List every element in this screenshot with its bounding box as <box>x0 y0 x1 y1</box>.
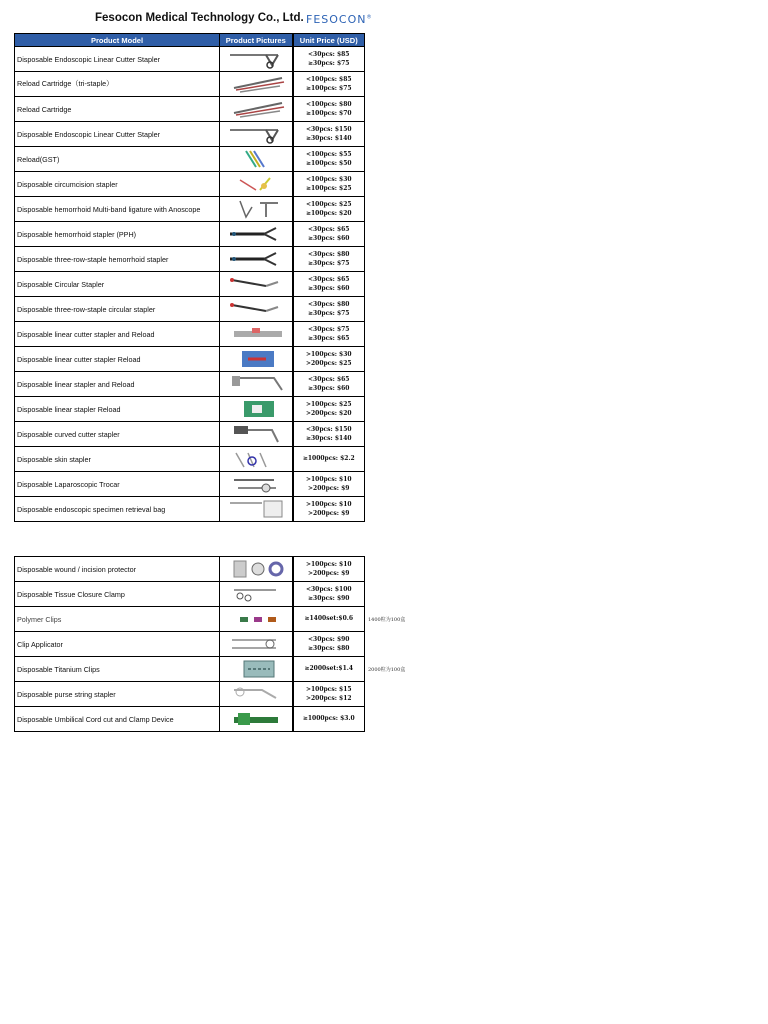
product-model: Disposable curved cutter stapler <box>15 422 220 447</box>
ligature-icon <box>226 197 286 221</box>
polymer-clips-icon <box>226 607 286 631</box>
product-picture <box>220 72 293 97</box>
table-row <box>15 607 425 632</box>
unit-price <box>293 297 365 322</box>
price-tier-2: ≥100pcs: $75 <box>305 85 352 92</box>
unit-price <box>293 147 365 172</box>
price-tier-1: <100pcs: $30 <box>305 175 352 183</box>
quantity-note <box>365 682 425 707</box>
table-row <box>15 397 365 422</box>
product-picture <box>220 347 293 372</box>
header-unit-price: Unit Price (USD) <box>293 34 365 47</box>
product-picture <box>220 607 293 632</box>
quantity-note: 1400粒为100盒 <box>368 616 406 623</box>
unit-price <box>293 657 365 682</box>
price-tier-1: <100pcs: $25 <box>305 200 352 208</box>
table-row <box>15 97 365 122</box>
table-row <box>15 172 365 197</box>
price-tier-1: >100pcs: $30 <box>305 350 352 358</box>
product-model: Disposable Endoscopic Linear Cutter Stapler <box>15 47 220 72</box>
unit-price <box>293 557 365 582</box>
price-tier-2: ≥100pcs: $50 <box>305 160 352 167</box>
company-logo: FESOCON® <box>306 13 373 26</box>
price-tier-2: ≥100pcs: $70 <box>305 110 352 117</box>
product-picture <box>220 632 293 657</box>
product-picture <box>220 47 293 72</box>
product-model: Disposable skin stapler <box>15 447 220 472</box>
unit-price <box>293 347 365 372</box>
table-row <box>15 72 365 97</box>
price-tier-1: <30pcs: $85 <box>308 50 350 58</box>
unit-price <box>293 497 365 522</box>
table-row <box>15 632 425 657</box>
purse-stapler-icon <box>226 682 286 706</box>
unit-price <box>293 707 365 732</box>
product-picture <box>220 247 293 272</box>
product-model: Disposable purse string stapler <box>15 682 220 707</box>
price-tier-2: >200pcs: $12 <box>305 695 352 702</box>
unit-price <box>293 122 365 147</box>
product-model: Disposable endoscopic specimen retrieval bag <box>15 497 220 522</box>
product-picture <box>220 497 293 522</box>
price-tier-1: >100pcs: $10 <box>305 560 352 568</box>
cartridge-icon <box>226 97 286 121</box>
circular-stapler-icon <box>226 272 286 296</box>
price-tier-2: ≥30pcs: $80 <box>308 645 350 652</box>
product-model: Disposable circumcision stapler <box>15 172 220 197</box>
product-model: Disposable Circular Stapler <box>15 272 220 297</box>
unit-price <box>293 172 365 197</box>
product-model: Reload(GST) <box>15 147 220 172</box>
product-model: Disposable linear cutter stapler Reload <box>15 347 220 372</box>
price-tier-2: >200pcs: $9 <box>308 570 350 577</box>
product-picture <box>220 272 293 297</box>
unit-price <box>293 397 365 422</box>
table-row <box>15 422 365 447</box>
company-title: Fesocon Medical Technology Co., Ltd. <box>95 12 304 24</box>
product-model: Disposable three-row-staple circular stapler <box>15 297 220 322</box>
table-row <box>15 47 365 72</box>
unit-price <box>293 322 365 347</box>
table-row <box>15 472 365 497</box>
reload-icon <box>226 147 286 171</box>
unit-price <box>293 272 365 297</box>
product-model: Disposable linear stapler Reload <box>15 397 220 422</box>
price-tier-1: <100pcs: $85 <box>305 75 352 83</box>
price-tier-2: ≥100pcs: $25 <box>305 185 352 192</box>
unit-price <box>293 247 365 272</box>
product-picture <box>220 372 293 397</box>
product-picture <box>220 582 293 607</box>
price-tier-1: >100pcs: $25 <box>305 400 352 408</box>
unit-price <box>293 632 365 657</box>
product-picture <box>220 707 293 732</box>
product-picture <box>220 422 293 447</box>
price-tier-2: ≥30pcs: $60 <box>308 385 350 392</box>
product-model: Disposable linear stapler and Reload <box>15 372 220 397</box>
table-row <box>15 657 425 682</box>
price-tier-2: >200pcs: $25 <box>305 360 352 367</box>
unit-price <box>293 197 365 222</box>
curved-cutter-icon <box>226 422 286 446</box>
price-tier-2: ≥30pcs: $60 <box>308 285 350 292</box>
price-tier-2: ≥30pcs: $75 <box>308 260 350 267</box>
price-tier-2: ≥30pcs: $75 <box>308 60 350 67</box>
product-model: Disposable hemorrhoid Multi-band ligature with Anoscope <box>15 197 220 222</box>
unit-price <box>293 682 365 707</box>
price-tier-1: <30pcs: $65 <box>308 275 350 283</box>
price-tier-1: <30pcs: $75 <box>308 325 350 333</box>
unit-price <box>293 607 365 632</box>
product-picture <box>220 657 293 682</box>
table-row <box>15 222 365 247</box>
price-tier-1: ≥1000pcs: $2.2 <box>302 455 355 463</box>
unit-price <box>293 472 365 497</box>
price-tier-1: ≥1400set:$0.6 <box>304 615 354 623</box>
product-model: Disposable Endoscopic Linear Cutter Stapler <box>15 122 220 147</box>
price-tier-2: ≥30pcs: $75 <box>308 310 350 317</box>
price-tier-2: >200pcs: $9 <box>308 510 350 517</box>
product-model: Reload Cartridge <box>15 97 220 122</box>
titanium-clips-icon <box>226 657 286 681</box>
table-row <box>15 557 425 582</box>
product-model: Disposable linear cutter stapler and Reload <box>15 322 220 347</box>
linear-cutter-icon <box>226 322 286 346</box>
hemorrhoid-stapler-icon <box>226 247 286 271</box>
price-tier-1: >100pcs: $10 <box>305 500 352 508</box>
table-row <box>15 322 365 347</box>
price-tier-1: >100pcs: $10 <box>305 475 352 483</box>
stapler-icon <box>226 122 286 146</box>
quantity-note: 2000粒为100盒 <box>368 666 406 673</box>
product-model: Disposable Umbilical Cord cut and Clamp Device <box>15 707 220 732</box>
product-model: Disposable Tissue Closure Clamp <box>15 582 220 607</box>
price-tier-2: ≥30pcs: $60 <box>308 235 350 242</box>
table-row <box>15 707 425 732</box>
product-picture <box>220 557 293 582</box>
table-row <box>15 682 425 707</box>
table-row <box>15 197 365 222</box>
unit-price <box>293 372 365 397</box>
product-model: Disposable hemorrhoid stapler (PPH) <box>15 222 220 247</box>
table-row <box>15 122 365 147</box>
quantity-note <box>365 707 425 732</box>
product-picture <box>220 297 293 322</box>
product-picture <box>220 472 293 497</box>
product-picture <box>220 97 293 122</box>
umbilical-icon <box>226 707 286 731</box>
unit-price <box>293 222 365 247</box>
table-row <box>15 497 365 522</box>
reload-green-icon <box>226 397 286 421</box>
price-tier-1: <30pcs: $150 <box>305 425 352 433</box>
table-row <box>15 347 365 372</box>
table-row <box>15 582 425 607</box>
price-tier-1: <30pcs: $80 <box>308 250 350 258</box>
price-tier-1: ≥1000pcs: $3.0 <box>302 715 355 723</box>
product-picture <box>220 322 293 347</box>
table-row <box>15 247 365 272</box>
product-picture <box>220 197 293 222</box>
product-picture <box>220 147 293 172</box>
table-row <box>15 372 365 397</box>
circumcision-icon <box>226 172 286 196</box>
applicator-icon <box>226 632 286 656</box>
price-tier-1: <30pcs: $100 <box>305 585 352 593</box>
unit-price <box>293 97 365 122</box>
price-tier-1: <100pcs: $80 <box>305 100 352 108</box>
quantity-note <box>365 582 425 607</box>
product-picture <box>220 122 293 147</box>
unit-price <box>293 447 365 472</box>
price-tier-2: ≥30pcs: $140 <box>305 135 352 142</box>
price-tier-1: <30pcs: $90 <box>308 635 350 643</box>
price-tier-2: ≥30pcs: $90 <box>308 595 350 602</box>
unit-price <box>293 47 365 72</box>
bag-icon <box>226 497 286 521</box>
price-tier-2: >200pcs: $20 <box>305 410 352 417</box>
table-row <box>15 272 365 297</box>
price-tier-2: ≥100pcs: $20 <box>305 210 352 217</box>
quantity-note <box>365 632 425 657</box>
product-model: Clip Applicator <box>15 632 220 657</box>
price-tier-2: >200pcs: $9 <box>308 485 350 492</box>
header-product-model: Product Model <box>15 34 220 47</box>
stapler-icon <box>226 47 286 71</box>
product-picture <box>220 397 293 422</box>
price-tier-1: <30pcs: $80 <box>308 300 350 308</box>
price-tier-1: ≥2000set:$1.4 <box>304 665 354 673</box>
unit-price <box>293 582 365 607</box>
product-model: Disposable three-row-staple hemorrhoid stapler <box>15 247 220 272</box>
product-model: Disposable wound / incision protector <box>15 557 220 582</box>
linear-stapler-icon <box>226 372 286 396</box>
product-model: Disposable Laparoscopic Trocar <box>15 472 220 497</box>
reload-box-icon <box>226 347 286 371</box>
price-table-accessories <box>14 556 425 732</box>
product-picture <box>220 222 293 247</box>
product-picture <box>220 682 293 707</box>
circular-stapler-icon <box>226 297 286 321</box>
unit-price <box>293 72 365 97</box>
product-model: Reload Cartridge（tri-staple） <box>15 72 220 97</box>
price-tier-2: ≥30pcs: $140 <box>305 435 352 442</box>
product-picture <box>220 172 293 197</box>
trocar-icon <box>226 472 286 496</box>
product-model: Disposable Titanium Clips <box>15 657 220 682</box>
unit-price <box>293 422 365 447</box>
hemorrhoid-stapler-icon <box>226 222 286 246</box>
price-tier-1: <30pcs: $150 <box>305 125 352 133</box>
product-model: Polymer Clips <box>15 607 220 632</box>
header-product-pictures: Product Pictures <box>220 34 293 47</box>
quantity-note <box>365 557 425 582</box>
cartridge-icon <box>226 72 286 96</box>
price-tier-1: <30pcs: $65 <box>308 375 350 383</box>
skin-stapler-icon <box>226 447 286 471</box>
price-table-main <box>14 33 365 522</box>
table-row <box>15 297 365 322</box>
price-tier-1: <100pcs: $55 <box>305 150 352 158</box>
price-tier-1: <30pcs: $65 <box>308 225 350 233</box>
clamp-icon <box>226 582 286 606</box>
price-tier-1: >100pcs: $15 <box>305 685 352 693</box>
protector-icon <box>226 557 286 581</box>
table-row <box>15 447 365 472</box>
table-row <box>15 147 365 172</box>
product-picture <box>220 447 293 472</box>
price-tier-2: ≥30pcs: $65 <box>308 335 350 342</box>
